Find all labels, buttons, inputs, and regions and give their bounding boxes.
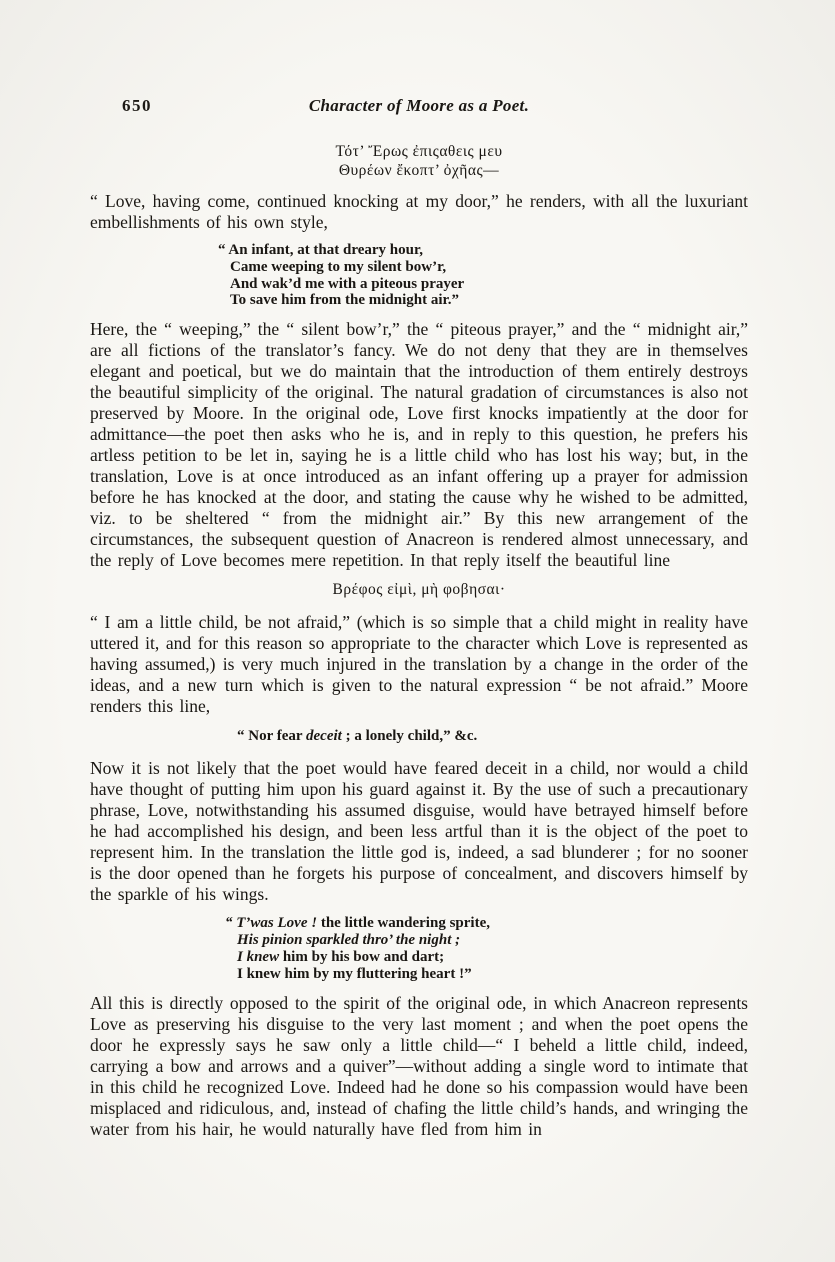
greek-epigraph-line-2: Θυρέων ἔκοπτ’ ὀχῆας— (338, 162, 500, 179)
body-paragraph-4: All this is directly opposed to the spirit of the original ode, in which Anacreon represents Love as preserving his disguise to the very last moment ; and when the poet opens the door he expressly says he saw only a little child—“ I beheld a little child, indeed, carrying a bow and arrows and a quiver”—without adding a single word to intimate that in this child he recognized Love. Indeed had he done so his compassion would have been misplaced and ridiculous, and, instead of chafing the little child’s hands, and wringing the water from his hair, he would naturally have fled from him in (90, 993, 748, 1140)
book-page (90, 96, 748, 1147)
verse-line: Came weeping to my silent bow’r, (230, 258, 447, 275)
inline-quote-line (237, 728, 748, 745)
inline-quote-pre: “ Nor fear (237, 728, 307, 745)
inline-quote-italic: deceit (306, 728, 342, 745)
greek-epigraph-line-1: Τότ’ Ἔρως ἐπιςαθεις μευ (335, 143, 503, 160)
verse-line-roman: him by his bow and dart; (279, 948, 445, 965)
greek-epigraph (90, 142, 748, 180)
verse-quote-1 (218, 242, 748, 309)
verse-line-italic: I knew (237, 948, 280, 965)
verse-line: And wak’d me with a piteous prayer (230, 275, 465, 292)
verse-line: “ An infant, at that dreary hour, (218, 242, 424, 258)
verse-line (225, 966, 748, 983)
verse-line-italic: “ T’was Love ! (225, 915, 318, 932)
running-title: Character of Moore as a Poet. (308, 96, 530, 115)
verse-quote-2 (225, 915, 748, 982)
verse-line (225, 915, 748, 932)
body-paragraph-3: Now it is not likely that the poet would have feared deceit in a child, nor would a child have thought of putting him upon his guard against it. By the use of such a precautionary phrase, Love, notwithstanding his assumed disguise, would have betrayed himself before he had accomplished his design, and been less artful than it is the object of the poet to represent him. In the translation the little god is, indeed, a sad blunderer ; for no sooner is the door opened than he forgets his purpose of concealment, and discovers himself by the sparkle of his wings. (90, 758, 748, 905)
verse-line (225, 949, 748, 966)
verse-line (225, 932, 748, 949)
verse-line-roman: I knew him by my fluttering heart !” (237, 965, 472, 982)
verse-line-roman: the little wandering sprite, (317, 915, 490, 932)
page-number: 650 (122, 96, 152, 115)
body-paragraph-1: Here, the “ weeping,” the “ silent bow’r,” the “ piteous prayer,” and the “ midnight air,” are all fictions of the translator’s fancy. We do not deny that they are in themselves elegant and poetical, but we do maintain that the introduction of them entirely destroys the beautiful simplicity of the original. The natural gradation of circumstances is also not preserved by Moore. In the original ode, Love first knocks impatiently at the door for admittance—the poet then asks who he is, and in reply to this question, he prefers his artless petition to be let in, saying he is a little child who has lost his way; but, in the translation, Love is at once introduced as an infant offering up a prayer for admission before he has knocked at the door, and stating the cause why he wished to be admitted, viz. to be sheltered “ from the midnight air.” By this new arrangement of the circumstances, the subsequent question of Anacreon is rendered almost unnecessary, and the reply of Love becomes mere repetition. In that reply itself the beautiful line (90, 319, 748, 571)
verse-line: To save him from the midnight air.” (230, 292, 460, 309)
greek-quote-line: Βρέφος εἰμὶ, μὴ φοβησαι· (332, 581, 506, 599)
body-paragraph-2: “ I am a little child, be not afraid,” (which is so simple that a child might in reality have uttered it, and for this reason so appropriate to the character which Love is represented as having assumed,) is very much injured in the translation by a change in the order of the ideas, and a new turn which is given to the natural expression “ be not afraid.” Moore renders this line, (90, 612, 748, 717)
inline-quote-post: ; a lonely child,” &c. (341, 728, 478, 745)
verse-line-italic: His pinion sparkled thro’ the night ; (237, 931, 461, 948)
intro-paragraph: “ Love, having come, continued knocking at my door,” he renders, with all the luxuriant embellishments of his own style, (90, 191, 748, 232)
page-header (90, 96, 748, 118)
